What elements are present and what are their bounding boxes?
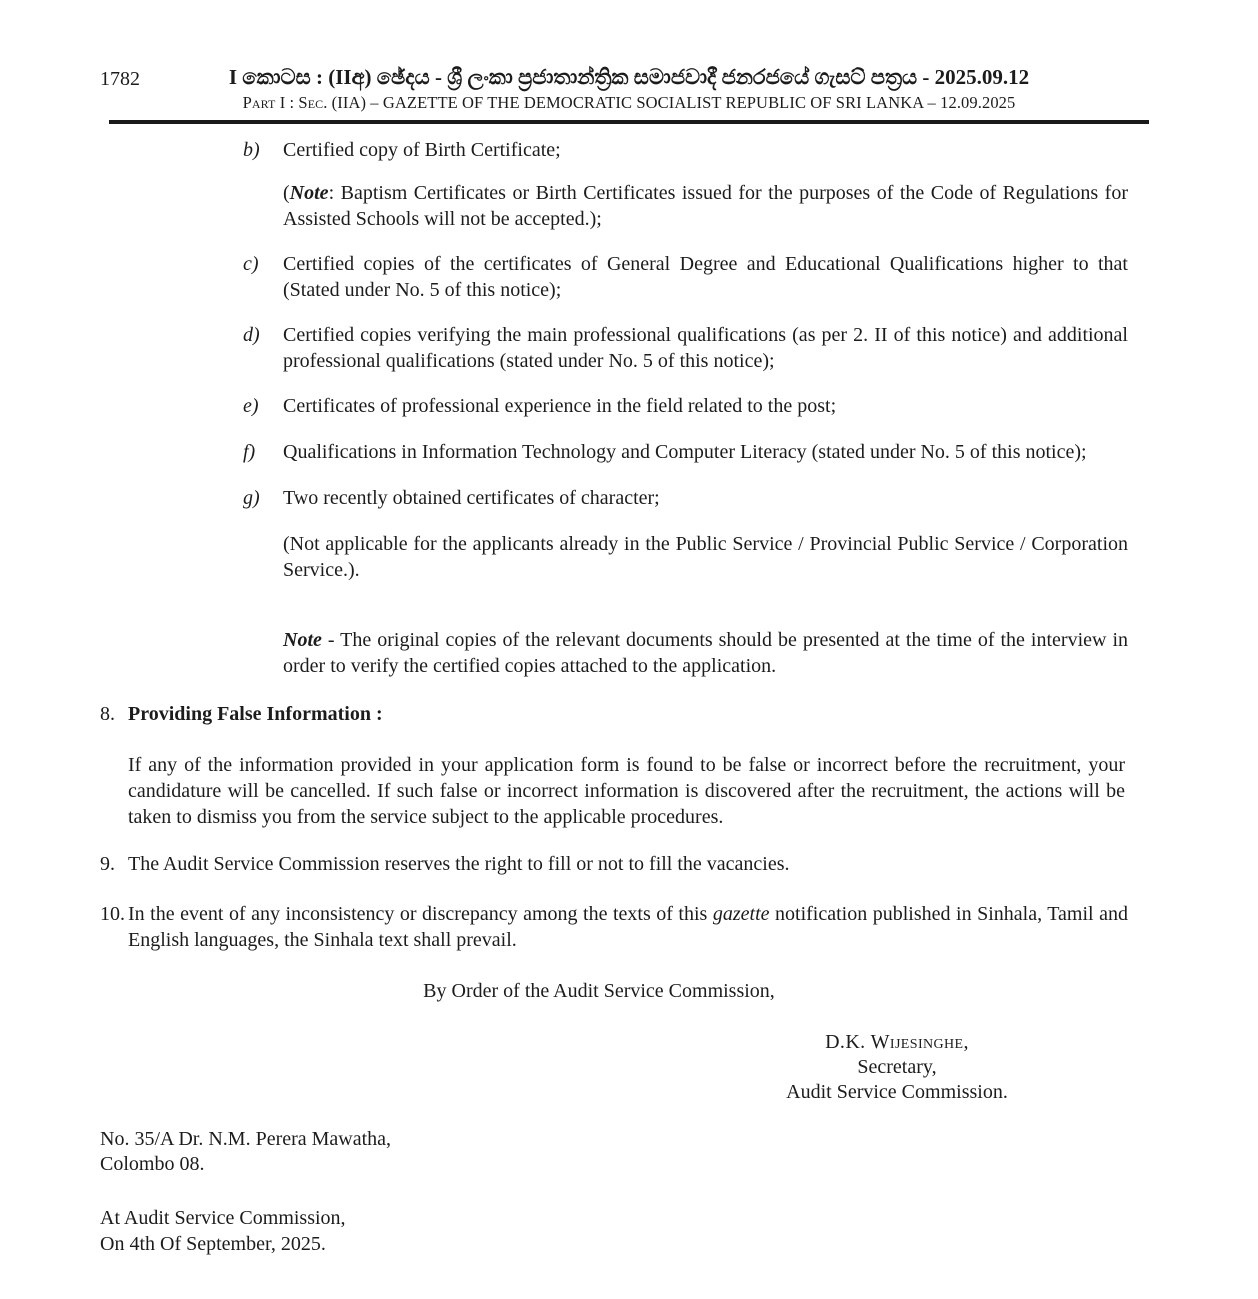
section-text: The Audit Service Commission reserves the right to fill or not to fill the vacancies. — [128, 853, 790, 875]
list-item-text: Certified copy of Birth Certificate; — [283, 139, 561, 161]
address-line-1: No. 35/A Dr. N.M. Perera Mawatha, — [100, 1128, 392, 1150]
date-line: On 4th Of September, 2025. — [100, 1233, 326, 1255]
signature-block — [697, 1030, 1097, 1105]
address-line-2: Colombo 08. — [100, 1153, 205, 1175]
section-number: 9. — [100, 853, 115, 875]
list-item-f — [100, 439, 1128, 465]
signatory-title: Secretary, — [857, 1056, 937, 1078]
note-label: Note — [289, 182, 329, 204]
list-item-text: Certified copies of the certificates of General Degree and Educational Qualifications higher to that (Stated under No. 5 of this notice); — [283, 253, 1128, 301]
section-8-body: If any of the information provided in your application form is found to be false or incorrect before the recruitment, your candidature will be cancelled. If such false or incorrect information is discovered after the recruitment, the actions will be taken to dismiss you from the service subject to the applicable procedures. — [128, 754, 1125, 828]
note-label: Note — [283, 629, 322, 651]
list-item-d — [100, 322, 1128, 374]
page-number: 1782 — [100, 68, 140, 90]
document-body — [0, 137, 1258, 1257]
list-item-text: Certified copies verifying the main professional qualifications (as per 2. II of this notice) and additional professional qualifications (stated under No. 5 of this notice); — [283, 324, 1128, 372]
list-item-b — [100, 137, 1128, 163]
list-item-marker: e) — [243, 395, 259, 417]
list-item-marker: d) — [243, 324, 260, 346]
list-item-g — [100, 485, 1128, 511]
section-text — [128, 901, 1128, 953]
section-title: Providing False Information : — [128, 703, 383, 725]
list-item-marker: c) — [243, 253, 259, 275]
list-item-text: Two recently obtained certificates of character; — [283, 487, 660, 509]
header-part-section: Part I : Sec. (IIA) — [242, 93, 367, 112]
section-number: 8. — [100, 703, 115, 725]
list-item-text: Qualifications in Information Technology and Computer Literacy (stated under No. 5 of this notice); — [283, 441, 1087, 463]
note-text: - The original copies of the relevant documents should be presented at the time of the interview in order to verify the certified copies attached to the application. — [283, 629, 1128, 677]
section-number: 10. — [100, 903, 125, 925]
address-block — [100, 1127, 1128, 1177]
note-birth-certificate — [283, 180, 1128, 232]
header-title-sinhala: I කොටස : (IIඅ) ඡේදය - ශ්‍රී ලංකා ප්‍රජාතාන්ත්‍රික සමාජවාදී ජනරජයේ ගැසට් පත්‍රය - 2025.09.12 — [228, 65, 1030, 89]
list-item-marker: b) — [243, 139, 260, 161]
list-item-c — [100, 251, 1128, 303]
page-header — [0, 0, 1258, 124]
note-original-copies — [283, 627, 1128, 679]
header-divider-rule — [109, 120, 1149, 124]
signatory-organization: Audit Service Commission. — [786, 1081, 1008, 1103]
note-text: : Baptism Certificates or Birth Certificates issued for the purposes of the Code of Regulations for Assisted Schools will not be accepted.); — [283, 182, 1128, 230]
gazette-italic: gazette — [712, 903, 770, 925]
section-8-heading — [100, 701, 1128, 727]
section-text-before: In the event of any inconsistency or discrepancy among the texts of this — [128, 903, 713, 925]
note-not-applicable: (Not applicable for the applicants already in the Public Service / Provincial Public Service / Corporation Service.). — [283, 533, 1128, 581]
note-paren: ( — [283, 182, 290, 204]
list-item-marker: g) — [243, 487, 260, 509]
section-text-after: notification published in Sinhala, Tamil and English languages, the Sinhala text shall prevail. — [128, 903, 1128, 951]
by-order-line: By Order of the Audit Service Commission, — [423, 980, 775, 1002]
section-10 — [100, 901, 1128, 953]
place-line: At Audit Service Commission, — [100, 1207, 346, 1229]
list-item-text: Certificates of professional experience in the field related to the post; — [283, 395, 837, 417]
signatory-name: D.K. Wijesinghe, — [825, 1031, 969, 1053]
section-9 — [100, 851, 1128, 877]
list-item-e — [100, 393, 1128, 419]
list-item-marker: f) — [243, 441, 256, 463]
header-title-rest: – GAZETTE OF THE DEMOCRATIC SOCIALIST REPUBLIC OF SRI LANKA – 12.09.2025 — [366, 93, 1016, 112]
header-title-english — [0, 93, 1258, 113]
place-date-block — [100, 1205, 1128, 1257]
